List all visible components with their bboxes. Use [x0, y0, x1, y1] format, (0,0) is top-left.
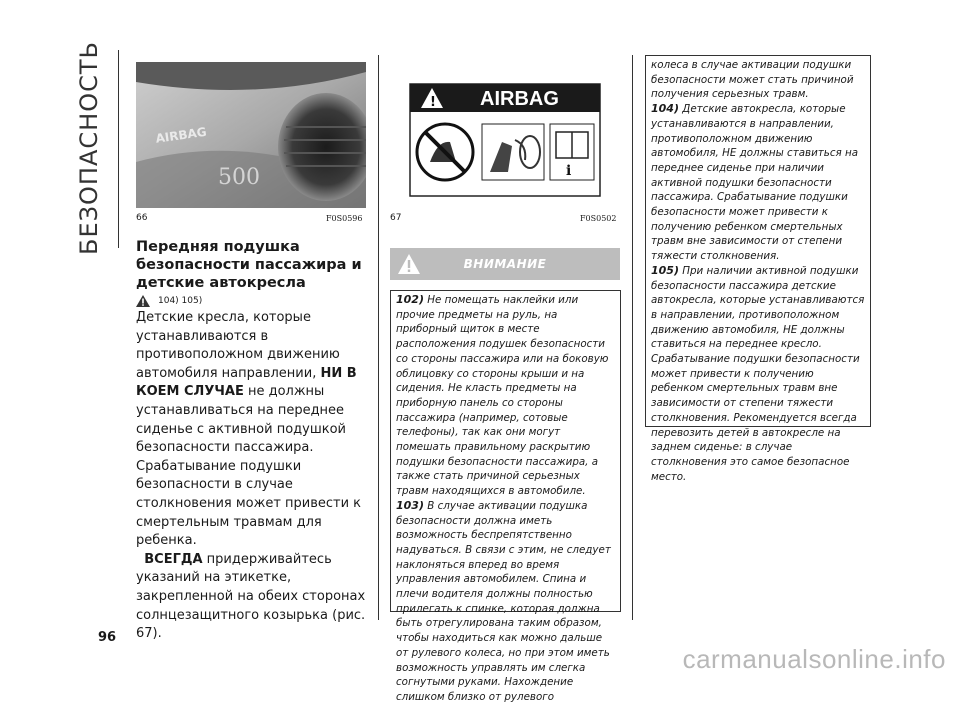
- warning-item: [396, 499, 615, 705]
- svg-text:i: i: [566, 163, 572, 179]
- warning-text: Детские автокресла, которые устанавливаются в направлении, противоположном движению автомобиля, НЕ должны ставиться на переднее сиденье при наличии активной подушки безопасности пассажира. Срабатывание подушки безопасности может привести к получению ребенком смертельных травм вне зависимости от степени тяжести столкновения.: [651, 103, 859, 263]
- watermark: carmanualsonline.info: [682, 644, 946, 674]
- figure-67-number: 67: [390, 213, 402, 223]
- warning-number: 102): [396, 293, 424, 306]
- dash-500-logo: 500: [218, 165, 260, 190]
- body-part-2: не должны устанавливаться на переднее сиденье с активной подушкой безопасности пассажира. Срабатывание подушки безопасности в случае столкновения может привести к смертельным травмам для ребенка.: [136, 384, 362, 549]
- warning-text: Не помещать наклейки или прочие предметы на руль, на приборный щиток в месте расположения подушек безопасности со стороны пассажира или на боковую облицовку со стороны крыши и на сидения. Не класть предметы на приборную панель со стороны пассажира (например, сотовые телефоны), так как они могут помешать правильному раскрытию подушки безопасности пассажира, а также стать причиной серьезных травм находящихся в автомобиле.: [396, 294, 609, 498]
- sticker-airbag-title: AIRBAG: [480, 88, 559, 110]
- side-divider: [118, 50, 119, 248]
- figure-66-photo: [136, 62, 366, 208]
- body-emphasis-2: ВСЕГДА: [144, 551, 203, 567]
- main-text-column: [136, 238, 368, 644]
- section-heading: Передняя подушка безопасности пассажира и детские автокресла: [136, 239, 362, 291]
- warning-text: При наличии активной подушки безопасности пассажира детские автокресла, которые устанавливаются в направлении, противоположном движению автомобиля, НЕ должны ставиться на переднее кресло. Срабатывание подушки безопасности может привести к получению ребенком смертельных травм вне зависимости от степени тяжести столкновения. Рекомендуется всегда перевозить детей в автокресле на заднем сиденье: в случае столкновения это самое безопасное место.: [651, 264, 865, 483]
- warning-continuation: колеса в случае активации подушки безопасности может стать причиной получения серьезных травм.: [651, 59, 854, 101]
- figure-66-code: F0S0596: [326, 214, 363, 223]
- body-paragraph: [136, 309, 368, 644]
- dash-airbag-badge: AIRBAG: [154, 124, 208, 146]
- warning-item: [651, 264, 865, 485]
- heading-references: [136, 295, 368, 307]
- airbag-warning-sticker: [390, 62, 620, 208]
- section-title-text: БЕЗОПАСНОСТЬ: [75, 41, 103, 255]
- warning-number: 103): [396, 498, 424, 512]
- warning-item: [651, 102, 865, 264]
- warning-header: [390, 248, 620, 280]
- warning-text: В случае активации подушка безопасности должна иметь возможность беспрепятственно надуваться. В связи с этим, не следует наклоняться вперед во время управления автомобилем. Спина и плечи водителя должны полностью прилегать к спинке, которая должна быть отрегулирована таким образом, чтобы находиться как можно дальше от рулевого колеса, но при этом иметь возможность управлять им слегка согнутыми руками. Нахождение слишком близко от рулевого: [396, 499, 611, 703]
- column-divider-left: [378, 55, 379, 620]
- warning-number: 104): [651, 102, 679, 116]
- figure-67-code: F0S0502: [580, 214, 617, 223]
- warning-title: ВНИМАНИЕ: [463, 257, 547, 271]
- column-divider-right: [632, 55, 633, 620]
- reference-numbers: 104) 105): [158, 296, 203, 306]
- dashboard-airbag-image: [136, 62, 366, 208]
- body-part-3: придерживайтесь указаний на этикетке, закрепленной на обеих сторонах солнцезащитного козырька (рис. 67).: [136, 551, 366, 642]
- body-emphasis-1: НИ В КОЕМ СЛУЧАЕ: [136, 365, 357, 400]
- body-part-1: Детские кресла, которые устанавливаются в противоположном движению автомобиля направлении,: [136, 310, 340, 381]
- warning-box-2: [645, 55, 871, 483]
- warning-item: [396, 293, 615, 499]
- warning-box-1: [390, 290, 621, 703]
- figure-66-number: 66: [136, 213, 148, 223]
- page-number: 96: [98, 630, 117, 645]
- warning-number: 105): [651, 263, 679, 277]
- svg-text:!: !: [430, 95, 436, 110]
- section-title: [70, 41, 108, 255]
- figure-67-label: [390, 62, 620, 208]
- warning-triangle-icon: [136, 295, 150, 307]
